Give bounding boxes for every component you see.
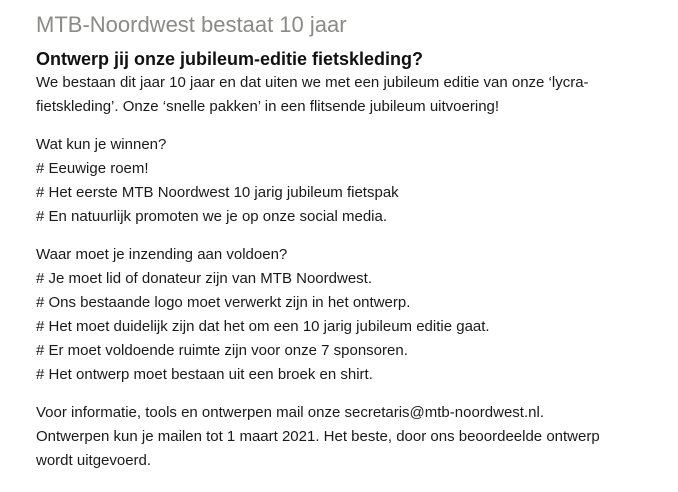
prizes-section bbox=[36, 133, 666, 229]
deadline-line: Ontwerpen kun je mailen tot 1 maart 2021. Het beste, door ons beoordeelde ontwerp bbox=[36, 428, 600, 445]
contact-suffix: . bbox=[539, 404, 544, 421]
article-body bbox=[36, 47, 666, 473]
requirement-item: # Het ontwerp moet bestaan uit een broek en shirt. bbox=[36, 366, 373, 383]
contact-paragraph bbox=[36, 401, 666, 473]
page-title: MTB-Noordwest bestaat 10 jaar bbox=[36, 12, 347, 37]
prizes-heading: Wat kun je winnen? bbox=[36, 136, 167, 153]
requirement-item: # Ons bestaande logo moet verwerkt zijn in het ontwerp. bbox=[36, 294, 411, 311]
intro-line: We bestaan dit jaar 10 jaar en dat uiten we met een jubileum editie van onze ‘lycra- bbox=[36, 74, 589, 91]
intro-line: fietskleding’. Onze ‘snelle pakken’ in een flitsende jubileum uitvoering! bbox=[36, 98, 500, 115]
requirements-heading: Waar moet je inzending aan voldoen? bbox=[36, 246, 288, 263]
contact-line bbox=[36, 401, 666, 425]
contact-prefix: Voor informatie, tools en ontwerpen mail onze bbox=[36, 404, 345, 421]
requirements-section bbox=[36, 243, 666, 387]
requirement-item: # Er moet voldoende ruimte zijn voor onze 7 sponsoren. bbox=[36, 342, 408, 359]
requirement-item: # Je moet lid of donateur zijn van MTB Noordwest. bbox=[36, 270, 372, 287]
requirement-item: # Het moet duidelijk zijn dat het om een 10 jarig jubileum editie gaat. bbox=[36, 318, 490, 335]
prize-item: # Eeuwige roem! bbox=[36, 160, 149, 177]
prize-item: # Het eerste MTB Noordwest 10 jarig jubileum fietspak bbox=[36, 184, 399, 201]
email-link[interactable]: secretaris@mtb-noordwest.nl bbox=[344, 404, 540, 421]
prize-item: # En natuurlijk promoten we je op onze social media. bbox=[36, 208, 388, 225]
closing-line: wordt uitgevoerd. bbox=[36, 452, 152, 469]
intro-paragraph bbox=[36, 71, 666, 119]
subtitle: Ontwerp jij onze jubileum-editie fietskleding? bbox=[36, 49, 424, 69]
